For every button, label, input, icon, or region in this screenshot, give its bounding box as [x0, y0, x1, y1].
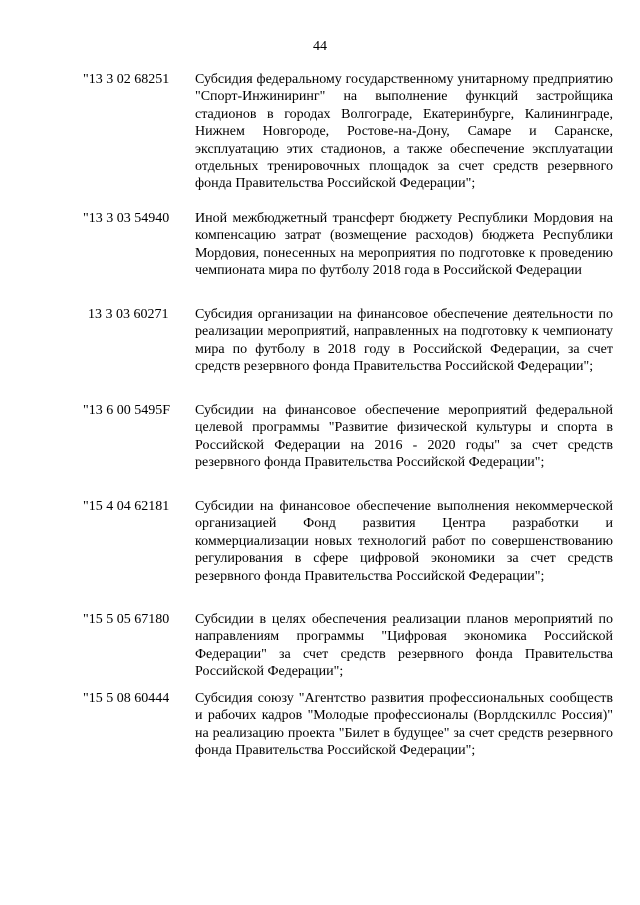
budget-description: Субсидия союзу "Агентство развития профессиональных сообществ и рабочих кадров "Молодые профессионалы (Ворлдскиллс Россия)" на реализацию проекта "Билет в будущее" за счет средств резервного фонда Правительства Российской Федерации";: [195, 691, 613, 759]
budget-description: Субсидии в целях обеспечения реализации планов мероприятий по направлениям программы "Цифровая экономика Российской Федерации" за счет средств резервного фонда Правительства Российской Федерации";: [195, 612, 613, 680]
budget-description: Субсидия федеральному государственному унитарному предприятию "Спорт-Инжиниринг" на выполнение функций застройщика стадионов в городах Волгограде, Екатеринбурге, Калининграде, Нижнем Новгороде, Ростове-на-Дону, Самаре и Саранске, эксплуатацию этих стадионов, а также обеспечение эксплуатации отдельных тренировочных площадок за счет средств резервного фонда Правительства Российской Федерации";: [195, 72, 613, 192]
budget-code: 13 3 03 60271: [88, 307, 169, 322]
budget-description: Субсидия организации на финансовое обеспечение деятельности по реализации мероприятий, направленных на подготовку к чемпионату мира по футболу в 2018 году в Российской Федерации, за счет средств резервного фонда Правительства Российской Федерации";: [195, 307, 613, 375]
budget-code: "15 5 05 67180: [83, 612, 170, 627]
page-number: 44: [313, 39, 327, 54]
budget-description: Субсидии на финансовое обеспечение выполнения некоммерческой организацией Фонд развития Центра разработки и коммерциализации новых технологий работ по совершенствованию регулирования в сфере цифровой экономики за счет средств резервного фонда Правительства Российской Федерации";: [195, 499, 613, 584]
budget-code: "13 3 02 68251: [83, 72, 170, 87]
budget-code: "15 4 04 62181: [83, 499, 170, 514]
budget-code: "13 6 00 5495F: [83, 403, 171, 418]
budget-code: "13 3 03 54940: [83, 211, 170, 226]
budget-code: "15 5 08 60444: [83, 691, 170, 706]
budget-description: Иной межбюджетный трансферт бюджету Республики Мордовия на компенсацию затрат (возмещение расходов) бюджета Республики Мордовия, понесенных на мероприятия по подготовке к проведению чемпионата мира по футболу 2018 года в Российской Федерации: [195, 211, 613, 279]
budget-description: Субсидии на финансовое обеспечение мероприятий федеральной целевой программы "Развитие физической культуры и спорта в Российской Федерации на 2016 - 2020 годы" за счет средств резервного фонда Правительства Российской Федерации";: [195, 403, 613, 471]
